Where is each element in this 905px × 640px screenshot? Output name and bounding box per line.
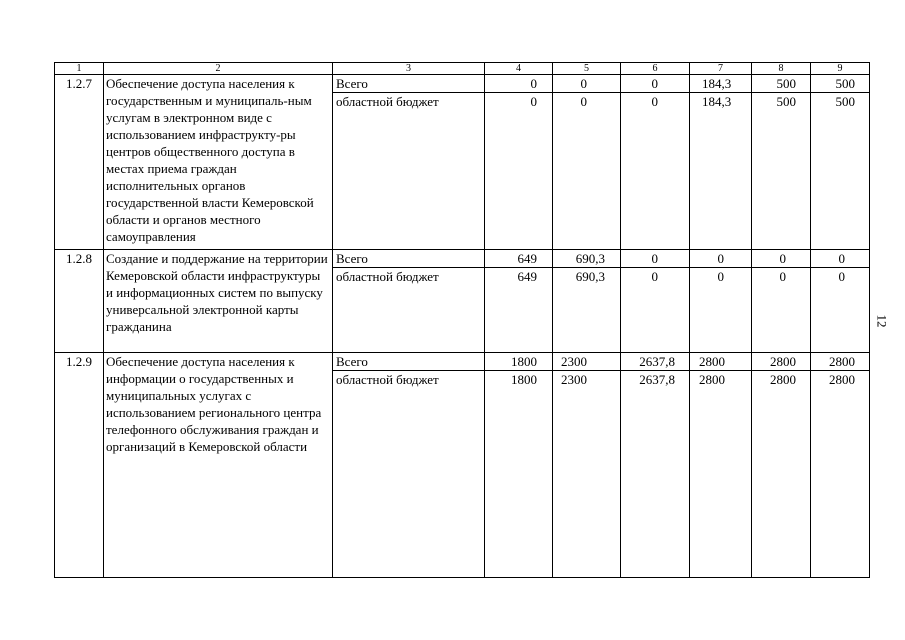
header-cell: 5 xyxy=(553,63,621,75)
value-cell: 2800 xyxy=(752,353,811,371)
value-cell: 0 xyxy=(690,268,752,353)
value-cell: 0 xyxy=(752,250,811,268)
value-cell: 2637,8 xyxy=(621,353,690,371)
value-cell: 2800 xyxy=(690,353,752,371)
header-cell: 6 xyxy=(621,63,690,75)
value-cell: 0 xyxy=(485,75,553,93)
funding-source: областной бюджет xyxy=(333,93,485,250)
header-cell: 9 xyxy=(811,63,870,75)
row-name: Создание и поддержание на территории Кемеровской области инфраструктуры и информационных систем по выпуску универсальной электронной карты гражданина xyxy=(104,250,333,353)
value-cell: 649 xyxy=(485,250,553,268)
table-row xyxy=(55,250,870,268)
value-cell: 500 xyxy=(752,75,811,93)
value-cell: 0 xyxy=(553,75,621,93)
value-cell: 1800 xyxy=(485,353,553,371)
value-cell: 184,3 xyxy=(690,93,752,250)
header-cell: 8 xyxy=(752,63,811,75)
row-id: 1.2.7 xyxy=(55,75,104,250)
budget-table xyxy=(54,62,870,578)
value-cell: 2300 xyxy=(553,371,621,578)
value-cell: 0 xyxy=(621,93,690,250)
header-cell: 7 xyxy=(690,63,752,75)
row-name: Обеспечение доступа населения к информации о государственных и муниципальных услугах с использованием регионального центра телефонного обслуживания граждан и организаций в Кемеровской области xyxy=(104,353,333,578)
funding-source: Всего xyxy=(333,353,485,371)
value-cell: 690,3 xyxy=(553,250,621,268)
header-row xyxy=(55,63,870,75)
table-row xyxy=(55,353,870,371)
header-cell: 4 xyxy=(485,63,553,75)
value-cell: 0 xyxy=(553,93,621,250)
value-cell: 500 xyxy=(752,93,811,250)
value-cell: 500 xyxy=(811,75,870,93)
value-cell: 2800 xyxy=(690,371,752,578)
value-cell: 0 xyxy=(690,250,752,268)
value-cell: 0 xyxy=(811,268,870,353)
value-cell: 2300 xyxy=(553,353,621,371)
value-cell: 0 xyxy=(621,250,690,268)
value-cell: 0 xyxy=(485,93,553,250)
value-cell: 0 xyxy=(752,268,811,353)
row-id: 1.2.9 xyxy=(55,353,104,578)
header-cell: 1 xyxy=(55,63,104,75)
value-cell: 500 xyxy=(811,93,870,250)
value-cell: 649 xyxy=(485,268,553,353)
funding-source: Всего xyxy=(333,75,485,93)
header-cell: 2 xyxy=(104,63,333,75)
header-cell: 3 xyxy=(333,63,485,75)
value-cell: 2800 xyxy=(752,371,811,578)
value-cell: 2800 xyxy=(811,353,870,371)
value-cell: 2637,8 xyxy=(621,371,690,578)
funding-source: областной бюджет xyxy=(333,268,485,353)
value-cell: 0 xyxy=(811,250,870,268)
value-cell: 0 xyxy=(621,268,690,353)
value-cell: 0 xyxy=(621,75,690,93)
funding-source: Всего xyxy=(333,250,485,268)
value-cell: 1800 xyxy=(485,371,553,578)
value-cell: 2800 xyxy=(811,371,870,578)
table-row xyxy=(55,75,870,93)
row-id: 1.2.8 xyxy=(55,250,104,353)
page-number: 12 xyxy=(874,314,890,328)
row-name: Обеспечение доступа населения к государственным и муниципаль-ным услугам в электронном виде с использованием инфраструкту-ры центров общественного доступа в местах приема граждан исполнительных органов государственной власти Кемеровской области и органов местного самоуправления xyxy=(104,75,333,250)
value-cell: 690,3 xyxy=(553,268,621,353)
value-cell: 184,3 xyxy=(690,75,752,93)
funding-source: областной бюджет xyxy=(333,371,485,578)
